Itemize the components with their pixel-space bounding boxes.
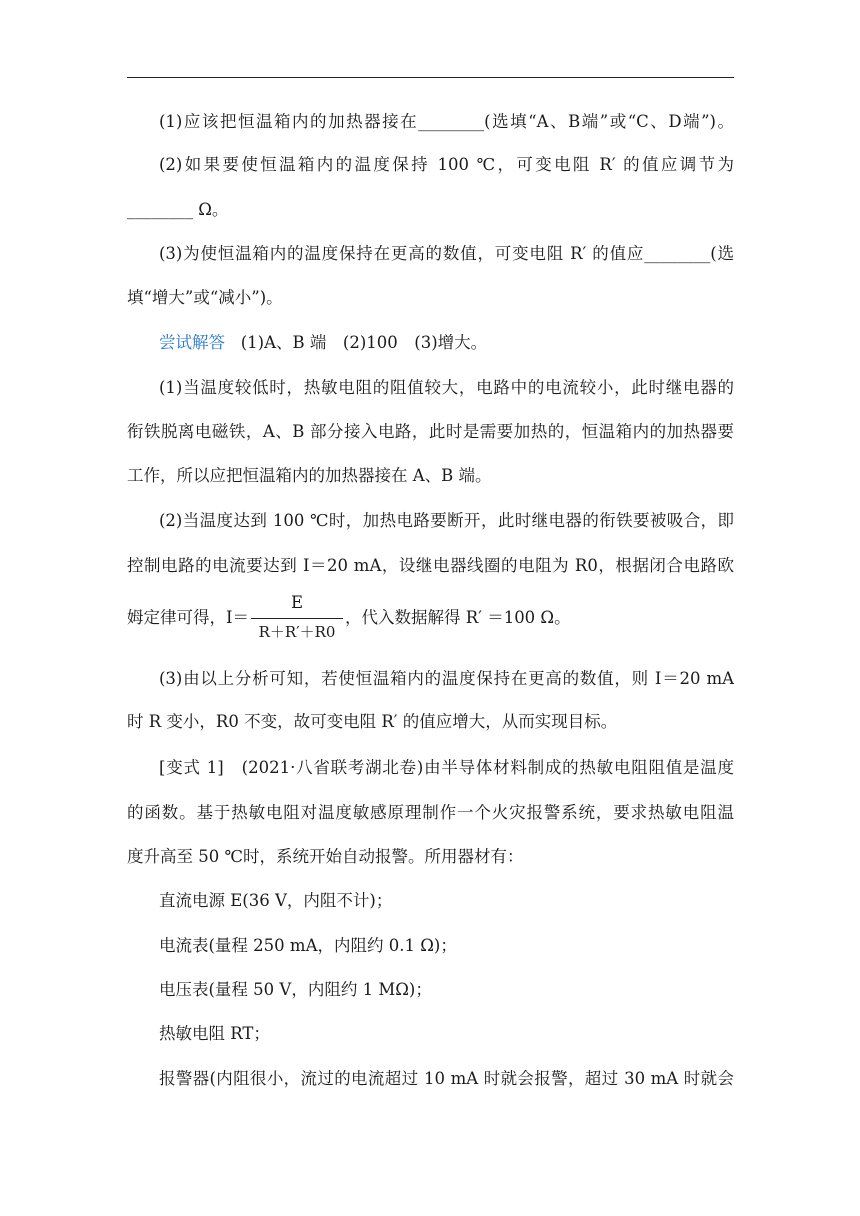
explanation-1-line-3: 工作，所以应把恒温箱内的加热器接在 A、B 端。 <box>127 466 492 485</box>
formula-denominator: R＋R′＋R0 <box>258 622 336 641</box>
explanation-3-line-2: 时 R 变小，R0 不变，故可变电阻 R′ 的值应增大，从而实现目标。 <box>127 712 618 731</box>
question-1: (1)应该把恒温箱内的加热器接在________(选填“A、B端”或“C、D端”)。 <box>159 112 734 131</box>
header-rule <box>127 77 734 78</box>
material-alarm: 报警器(内阻很小，流过的电流超过 10 mA 时就会报警，超过 30 mA 时就会 <box>159 1069 734 1088</box>
material-ammeter: 电流表(量程 250 mA，内阻约 0.1 Ω)； <box>159 936 457 955</box>
variant-1-line-1: [变式 1] (2021·八省联考湖北卷)由半导体材料制成的热敏电阻阻值是温度 <box>159 758 734 777</box>
question-2-line-1: (2)如果要使恒温箱内的温度保持 100 ℃，可变电阻 R′ 的值应调节为 <box>159 155 734 174</box>
explanation-1-line-1: (1)当温度较低时，热敏电阻的阻值较大，电路中的电流较小，此时继电器的 <box>159 378 734 397</box>
material-voltmeter: 电压表(量程 50 V，内阻约 1 MΩ)； <box>159 980 432 999</box>
fraction-bar <box>251 618 343 619</box>
question-3-line-2: 填“增大”或“减小”)。 <box>127 288 283 307</box>
explanation-2-line-3 <box>127 593 734 643</box>
variant-1-line-2: 的函数。基于热敏电阻对温度敏感原理制作一个火灾报警系统，要求热敏电阻温 <box>127 803 734 822</box>
variant-1-line-3: 度升高至 50 ℃时，系统开始自动报警。所用器材有： <box>127 847 524 866</box>
answer-label: 尝试解答 <box>159 333 225 352</box>
material-thermistor: 热敏电阻 RT； <box>159 1024 270 1043</box>
answer-line <box>159 332 734 354</box>
question-2-line-2: ________ Ω。 <box>127 200 229 219</box>
question-3-line-1: (3)为使恒温箱内的温度保持在更高的数值，可变电阻 R′ 的值应________(选 <box>159 244 734 263</box>
formula-numerator: E <box>291 592 304 612</box>
explanation-2-line-2: 控制电路的电流要达到 I＝20 mA，设继电器线圈的电阻为 R0，根据闭合电路欧 <box>127 556 734 575</box>
explanation-1-line-2: 衔铁脱离电磁铁，A、B 部分接入电路，此时是需要加热的，恒温箱内的加热器要 <box>127 422 734 441</box>
formula-suffix: ，代入数据解得 R′ ＝100 Ω。 <box>345 608 571 627</box>
material-power-source: 直流电源 E(36 V，内阻不计)； <box>159 891 393 910</box>
explanation-3-line-1: (3)由以上分析可知，若使恒温箱内的温度保持在更高的数值，则 I＝20 mA <box>159 669 734 688</box>
explanation-2-line-1: (2)当温度达到 100 ℃时，加热电路要断开，此时继电器的衔铁要被吸合，即 <box>159 511 734 530</box>
formula-fraction <box>251 594 343 644</box>
formula-prefix: 姆定律可得，I＝ <box>127 608 250 627</box>
answer-text: (1)A、B 端 (2)100 (3)增大。 <box>240 333 488 352</box>
